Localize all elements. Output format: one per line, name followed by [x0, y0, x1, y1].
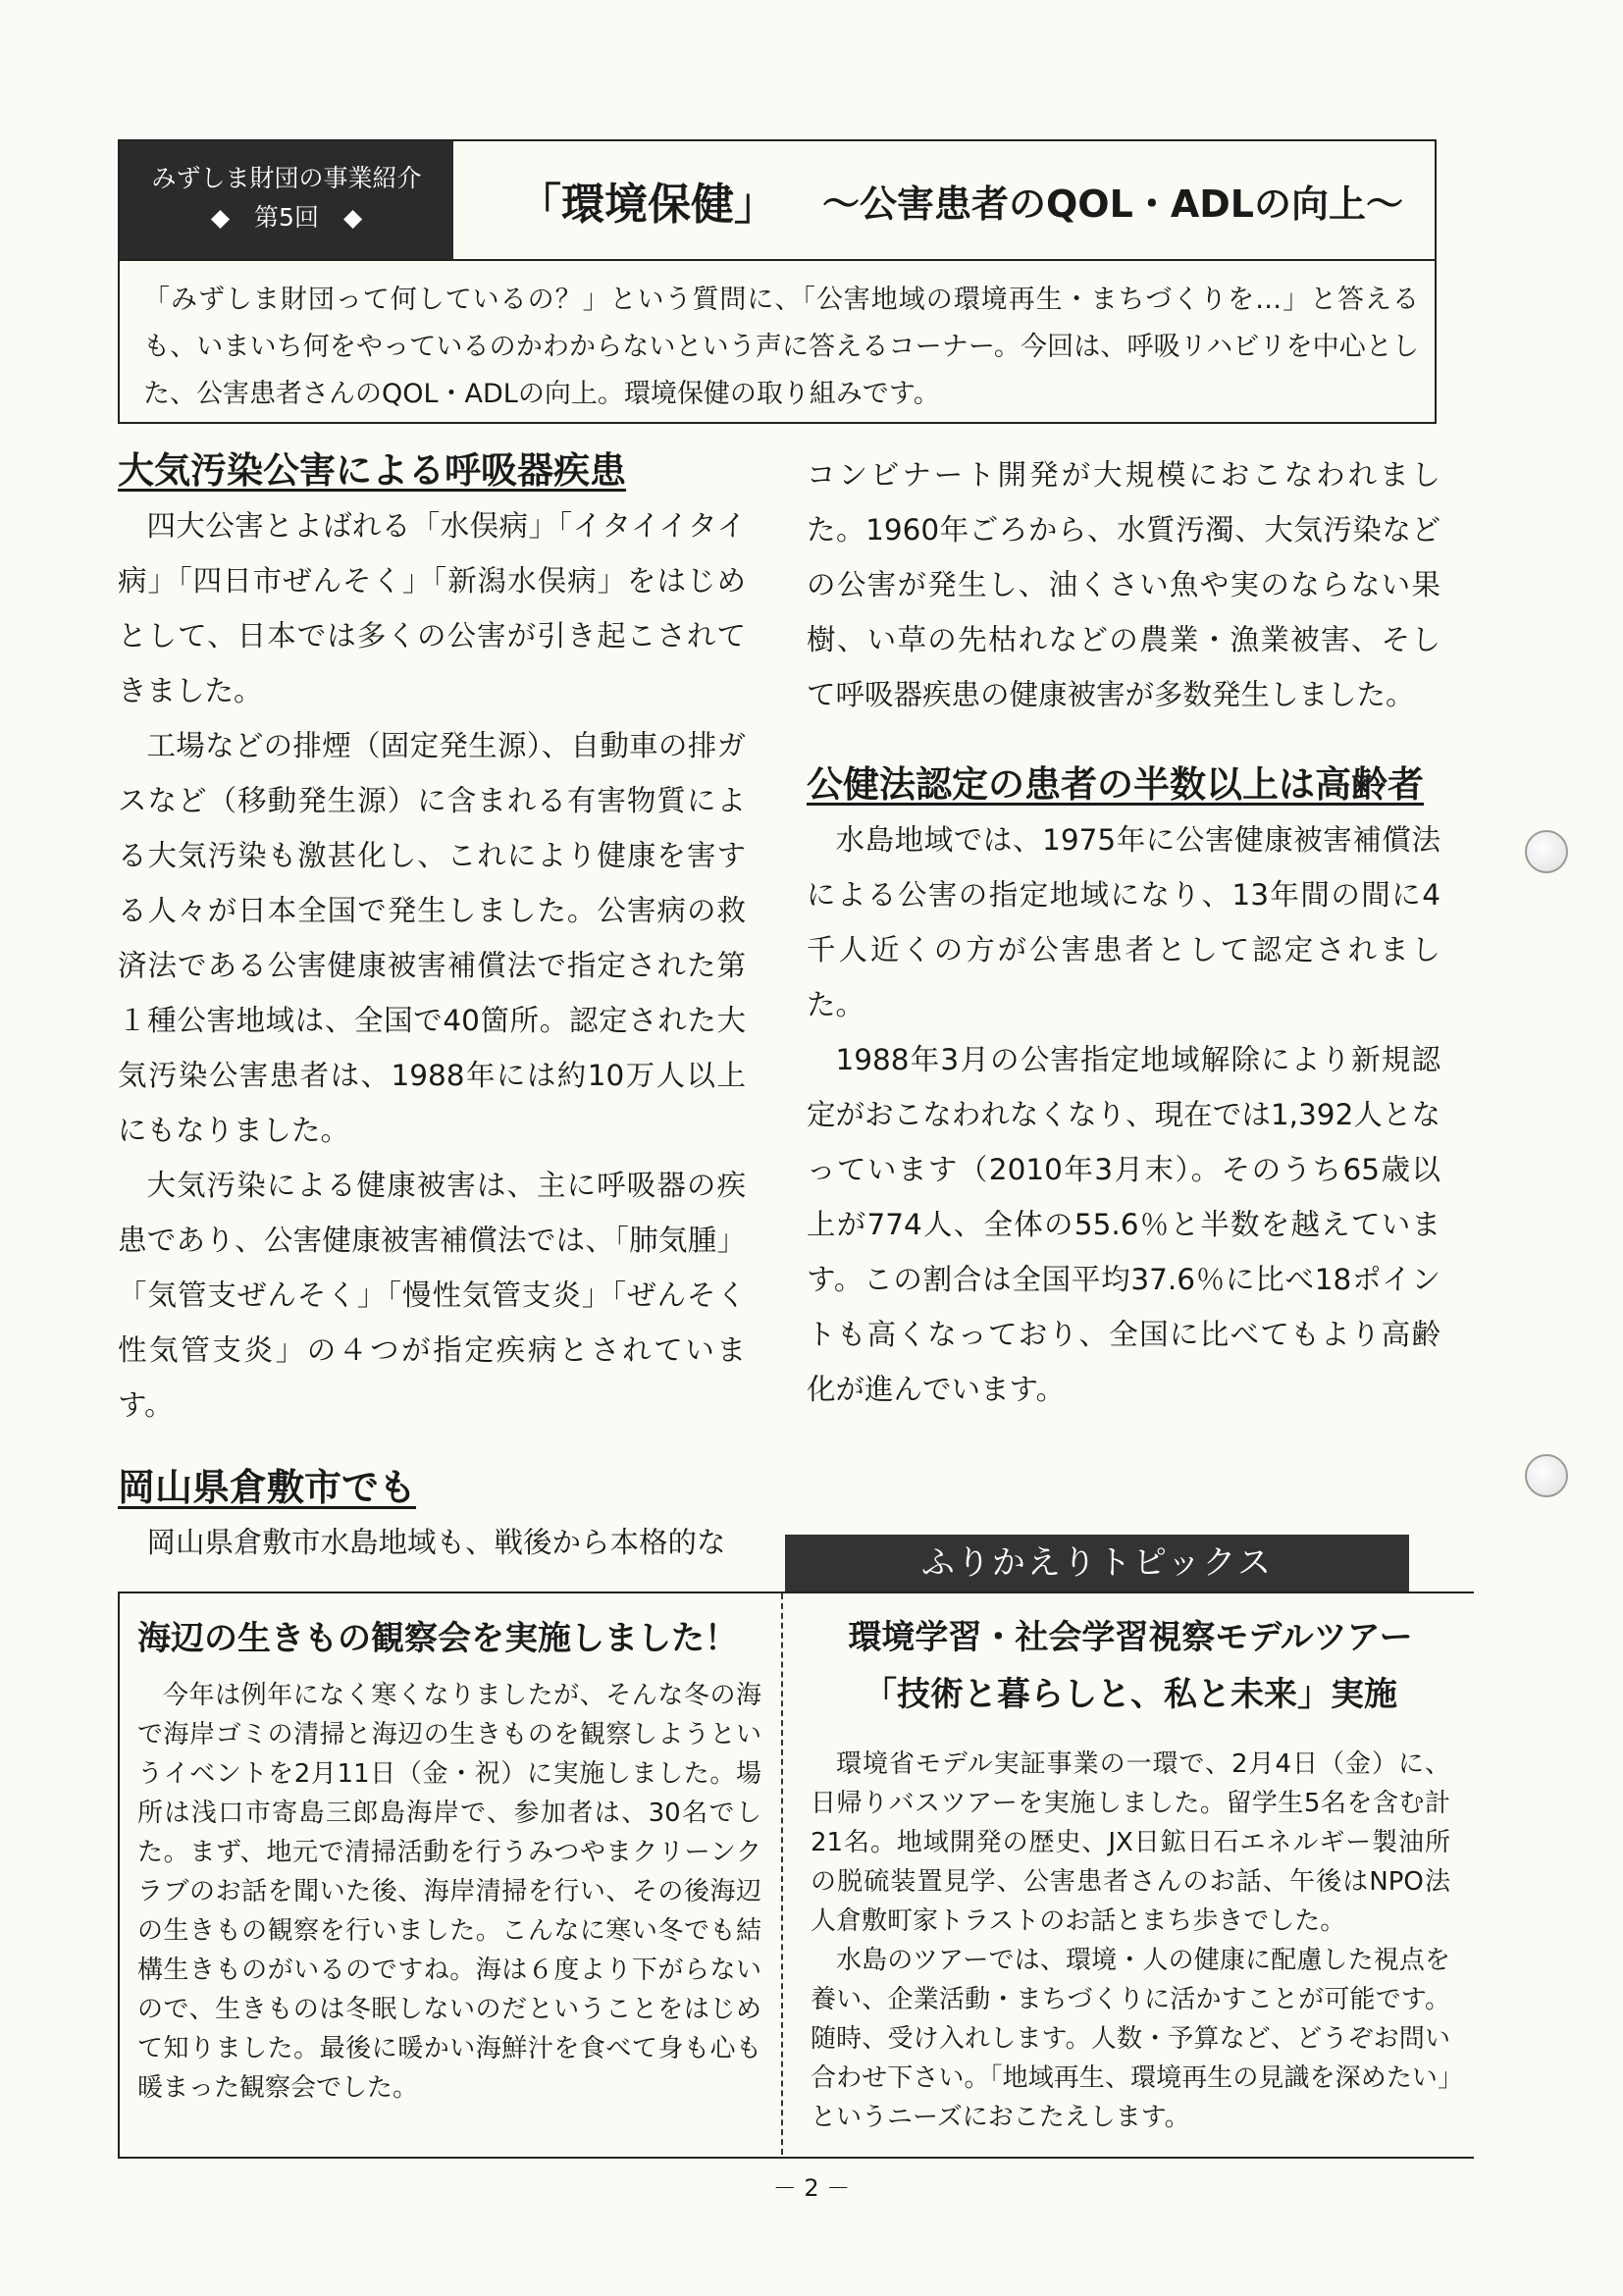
topic-right-text	[811, 1745, 1450, 2137]
section-heading-kurashiki: 岡山県倉敷市でも	[118, 1466, 417, 1509]
topics-banner: ふりかえりトピックス	[785, 1535, 1409, 1592]
topic-left	[137, 1609, 761, 2108]
topic-heading-tour-line1: 環境学習・社会学習視察モデルツアー	[848, 1618, 1413, 1657]
section-heading-air-pollution: 大気汚染公害による呼吸器疾患	[118, 449, 626, 492]
page-subtitle: ～公害患者のQOL・ADLの向上～	[822, 182, 1403, 226]
paragraph: 大気汚染による健康被害は、主に呼吸器の疾患であり、公害健康被害補償法では、「肺気腫」「気管支ぜんそく」「慢性気管支炎」「ぜんそく性気管支炎」の４つが指定疾病とされています。	[118, 1169, 746, 1422]
topic-left-text	[137, 1676, 761, 2108]
page-title: 「環境保健」	[518, 180, 777, 230]
paragraph: 水島のツアーでは、環境・人の健康に配慮した視点を養い、企業活動・まちづくりに活かすことが可能です。随時、受け入れします。人数・予算など、どうぞお問い合わせ下さい。「地域再生、環境再生の見識を深めたい」というニーズにおこたえします。	[811, 1946, 1450, 2132]
header-divider	[120, 259, 1435, 261]
paragraph: 岡山県倉敷市水島地域も、戦後から本格的な	[146, 1526, 726, 1559]
section-heading-elderly-patients: 公健法認定の患者の半数以上は高齢者	[807, 763, 1424, 806]
paragraph: 水島地域では、1975年に公害健康被害補償法による公害の指定地域になり、13年間の間に4千人近くの方が公害患者として認定されました。	[807, 823, 1440, 1021]
issue-label: ◆ 第5回 ◆	[210, 203, 363, 232]
left-column	[118, 444, 746, 1570]
topic-heading-seaside: 海辺の生きもの観察会を実施しました！	[137, 1619, 738, 1658]
topic-heading-tour-line2: 「技術と暮らしと、私と未来」実施	[864, 1675, 1397, 1714]
right-column	[807, 447, 1440, 1417]
title-row	[453, 141, 1437, 259]
topic-right	[811, 1609, 1450, 2137]
paragraph-continued: コンビナート開発が大規模におこなわれました。1960年ごろから、水質汚濁、大気汚染などの公害が発生し、油くさい魚や実のならない果樹、い草の先枯れなどの農業・漁業被害、そして呼吸器疾患の健康被害が多数発生しました。	[807, 458, 1440, 711]
paragraph: 工場などの排煙（固定発生源）、自動車の排ガスなど（移動発生源）に含まれる有害物質による大気汚染も激甚化し、これにより健康を害する人々が日本全国で発生しました。公害病の救済法である公害健康被害補償法で指定された第１種公害地域は、全国で40箇所。認定された大気汚染公害患者は、1988年には約10万人以上にもなりました。	[118, 729, 746, 1147]
intro-text: 「みずしま財団って何しているの？」という質問に、「公害地域の環境再生・まちづくりを…」と答えるも、いまいち何をやっているのかわからないという声に答えるコーナー。今回は、呼吸リハビリを中心とした、公害患者さんのQOL・ADLの向上。環境保健の取り組みです。	[143, 285, 1419, 409]
series-tag	[120, 141, 453, 259]
paragraph: 四大公害とよばれる「水俣病」「イタイイタイ病」「四日市ぜんそく」「新潟水俣病」をはじめとして、日本では多くの公害が引き起こされてきました。	[118, 509, 746, 707]
page-number: － 2 －	[772, 2174, 851, 2202]
paragraph: 環境省モデル実証事業の一環で、2月4日（金）に、日帰りバスツアーを実施しました。留学生5名を含む計21名。地域開発の歴史、JX日鉱日石エネルギー製油所の脱硫装置見学、公害患者さんのお話、午後はNPO法人倉敷町家トラストのお話とまち歩きでした。	[811, 1749, 1450, 1936]
topics-divider	[781, 1593, 783, 2155]
paragraph: 1988年3月の公害指定地域解除により新規認定がおこなわれなくなり、現在では1,392人となっています（2010年3月末）。そのうち65歳以上が774人、全体の55.6％と半数を越えています。この割合は全国平均37.6％に比べ18ポイントも高くなっており、全国に比べてもより高齢化が進んでいます。	[807, 1043, 1440, 1406]
punch-hole	[1525, 1454, 1568, 1497]
feature-header	[118, 139, 1437, 424]
paragraph: 今年は例年になく寒くなりましたが、そんな冬の海で海岸ゴミの清掃と海辺の生きものを観察しようというイベントを2月11日（金・祝）に実施しました。場所は浅口市寄島三郎島海岸で、参加者は、30名でした。まず、地元で清掃活動を行うみつやまクリーンクラブのお話を聞いた後、海岸清掃を行い、その後海辺の生きもの観察を行いました。こんなに寒い冬でも結構生きものがいるのですね。海は６度より下がらないので、生きものは冬眠しないのだということをはじめて知りました。最後に暖かい海鮮汁を食べて身も心も暖まった観察会でした。	[137, 1681, 761, 2103]
series-label: みずしま財団の事業紹介	[151, 164, 422, 192]
punch-hole	[1525, 830, 1568, 873]
